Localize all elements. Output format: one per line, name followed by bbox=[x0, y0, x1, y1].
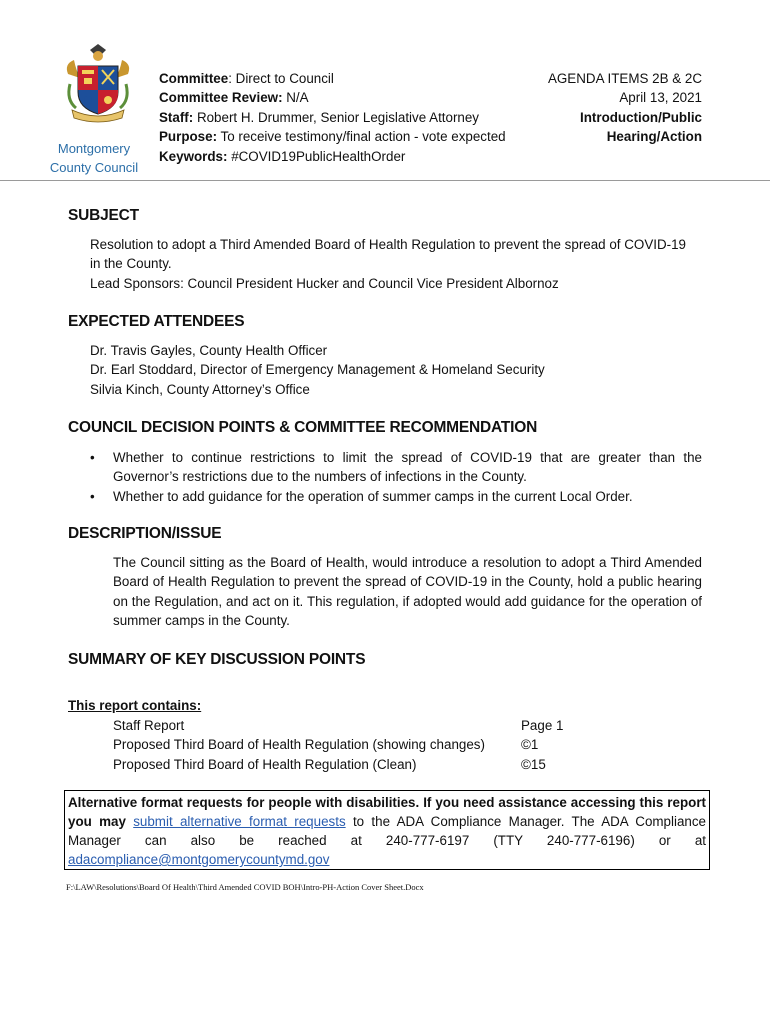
list-item: Silvia Kinch, County Attorney’s Office bbox=[90, 381, 310, 397]
bullet-text: Whether to add guidance for the operation of summer camps in the current Local Order. bbox=[113, 488, 633, 504]
review-line bbox=[159, 88, 506, 107]
purpose-label: Purpose: bbox=[159, 129, 218, 145]
agenda-items: AGENDA ITEMS 2B & 2C bbox=[547, 71, 702, 86]
list-item bbox=[90, 487, 702, 506]
table-row bbox=[113, 755, 573, 774]
list-item: Dr. Earl Stoddard, Director of Emergency Management & Homeland Security bbox=[90, 362, 545, 378]
decision-heading: COUNCIL DECISION POINTS & COMMITTEE RECOMMENDATION bbox=[68, 419, 538, 436]
table-row bbox=[113, 716, 573, 735]
purpose-line bbox=[159, 127, 506, 146]
brand-line-1: Montgomery bbox=[57, 141, 131, 156]
summary-heading: SUMMARY OF KEY DISCUSSION POINTS bbox=[68, 651, 366, 668]
description-heading: DESCRIPTION/ISSUE bbox=[68, 525, 222, 542]
staff-line bbox=[159, 108, 506, 127]
bullet-icon: • bbox=[90, 450, 95, 465]
row-label: Staff Report bbox=[113, 718, 185, 733]
bullet-text: Whether to continue restrictions to limit the spread of COVID-19 that are greater than the Governor’s restrictions due to the numbers of infections in the County. bbox=[113, 450, 702, 485]
review-label: Committee Review: bbox=[159, 90, 283, 106]
action-line-2: Hearing/Action bbox=[606, 129, 702, 145]
agenda-block bbox=[548, 69, 702, 147]
purpose-value: To receive testimony/final action - vote expected bbox=[217, 129, 506, 145]
contents-title: This report contains: bbox=[68, 698, 202, 713]
subject-text bbox=[90, 235, 686, 293]
header-divider bbox=[0, 180, 770, 181]
action-line-1: Introduction/Public bbox=[580, 109, 702, 125]
table-row bbox=[113, 735, 573, 754]
meeting-details bbox=[159, 69, 506, 166]
attendees-heading: EXPECTED ATTENDEES bbox=[68, 313, 245, 330]
keywords-value: #COVID19PublicHealthOrder bbox=[227, 148, 406, 164]
subject-line-2: in the County. bbox=[90, 256, 172, 272]
ada-body-text: to the ADA Compliance Manager. The ADA Compliance Manager can also be reached at 240-777-6197 (TTY 240-777-6196) or at bbox=[68, 814, 706, 848]
alternative-format-link[interactable]: submit alternative format requests bbox=[133, 814, 346, 829]
row-label: Proposed Third Board of Health Regulation (showing changes) bbox=[113, 737, 485, 753]
committee-line bbox=[159, 69, 506, 88]
ada-bold-text: Alternative format requests for people with disabilities. If you need assistance accessing this report you may bbox=[68, 795, 706, 829]
keywords-label: Keywords: bbox=[159, 148, 228, 164]
staff-label: Staff: bbox=[159, 109, 194, 125]
row-page: ©1 bbox=[521, 737, 539, 753]
contents-table bbox=[113, 716, 573, 774]
list-item bbox=[90, 448, 702, 487]
ada-email-link[interactable]: adacompliance@montgomerycountymd.gov bbox=[68, 852, 330, 867]
subject-line-3: Lead Sponsors: Council President Hucker and Council Vice President Albornoz bbox=[90, 275, 559, 291]
committee-label: Committee bbox=[159, 71, 229, 86]
row-page: Page 1 bbox=[521, 718, 564, 733]
ada-notice-box bbox=[64, 790, 710, 870]
subject-heading: SUBJECT bbox=[68, 207, 139, 224]
row-label: Proposed Third Board of Health Regulation (Clean) bbox=[113, 756, 417, 772]
meeting-date: April 13, 2021 bbox=[619, 90, 702, 106]
subject-line-1: Resolution to adopt a Third Amended Board of Health Regulation to prevent the spread of COVID-19 bbox=[90, 237, 687, 252]
keywords-line bbox=[159, 147, 506, 166]
decision-bullets bbox=[90, 448, 702, 506]
bullet-icon: • bbox=[90, 488, 95, 504]
attendees-list bbox=[90, 341, 545, 399]
staff-value: Robert H. Drummer, Senior Legislative Attorney bbox=[193, 109, 480, 125]
description-text: The Council sitting as the Board of Health, would introduce a resolution to adopt a Third Amended Board of Health Regulation to prevent the spread of COVID-19 in the County, hold a public hearing on the Regulation, and act on it. This regulation, if adopted would add guidance for the operation of summer camps in the County. bbox=[113, 555, 702, 629]
committee-value: : Direct to Council bbox=[228, 71, 334, 86]
brand-line-2: County Council bbox=[49, 160, 139, 175]
file-path-footer: F:\LAW\Resolutions\Board Of Health\Third Amended COVID BOH\Intro-PH-Action Cover Sheet.Docx bbox=[66, 882, 424, 892]
list-item: Dr. Travis Gayles, County Health Officer bbox=[90, 343, 328, 358]
row-page: ©15 bbox=[521, 756, 546, 772]
review-value: N/A bbox=[282, 90, 309, 106]
county-seal-icon bbox=[62, 44, 134, 126]
